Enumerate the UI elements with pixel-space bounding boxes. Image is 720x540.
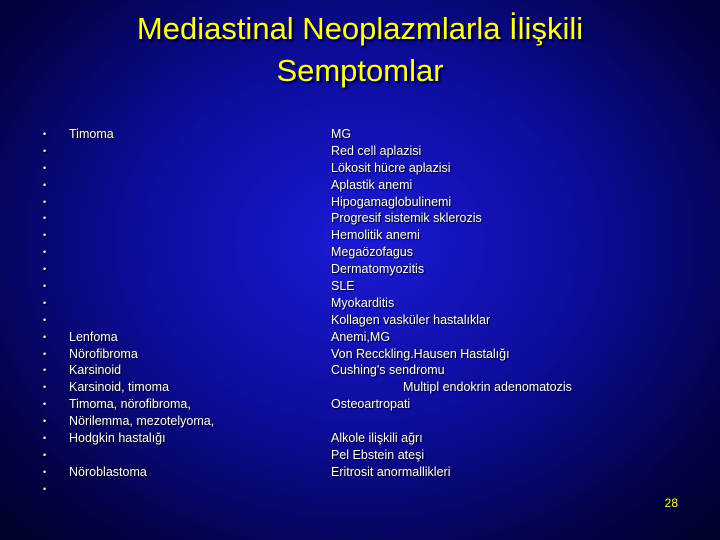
symptom-label: Multipl endokrin adenomatozis bbox=[403, 380, 572, 395]
slide-title bbox=[0, 8, 720, 92]
symptom-label: Eritrosit anormallikleri bbox=[331, 464, 451, 479]
neoplasm-label: Nörofibroma bbox=[69, 346, 138, 361]
neoplasm-label: Timoma bbox=[69, 127, 114, 141]
symptom-label: Progresif sistemik sklerozis bbox=[331, 211, 482, 226]
list-row bbox=[0, 396, 720, 413]
bullet-icon: • bbox=[43, 416, 47, 427]
symptom-label: Von Recckling.Hausen Hastalığı bbox=[331, 346, 510, 361]
list-row bbox=[0, 481, 720, 498]
list-row bbox=[0, 194, 720, 211]
bullet-icon: • bbox=[43, 179, 47, 190]
neoplasm-label: Karsinoid bbox=[69, 363, 122, 378]
list-row bbox=[0, 143, 720, 160]
symptom-label: Anemi,MG bbox=[331, 329, 391, 344]
list-row bbox=[0, 413, 720, 430]
symptom-label: Lökosit hücre aplazisi bbox=[331, 160, 451, 175]
list-row bbox=[0, 278, 720, 295]
symptom-label: Osteoartropati bbox=[331, 397, 411, 412]
list-row bbox=[0, 295, 720, 312]
list-row bbox=[0, 447, 720, 464]
neoplasm-label: Lenfoma bbox=[69, 329, 118, 344]
bullet-icon: • bbox=[43, 162, 47, 173]
neoplasm-label: Hodgkin hastalığı bbox=[69, 431, 166, 446]
bullet-icon: • bbox=[43, 331, 47, 342]
bullet-icon: • bbox=[43, 247, 47, 258]
list-row bbox=[0, 261, 720, 278]
bullet-icon: • bbox=[43, 213, 47, 224]
bullet-icon: • bbox=[43, 264, 47, 275]
bullet-list bbox=[0, 126, 720, 498]
bullet-icon: • bbox=[43, 466, 47, 477]
list-row bbox=[0, 227, 720, 244]
symptom-label: SLE bbox=[331, 279, 355, 294]
bullet-icon: • bbox=[43, 145, 47, 156]
bullet-icon: • bbox=[43, 433, 47, 444]
bullet-icon: • bbox=[43, 348, 47, 359]
symptom-label: Aplastik anemi bbox=[331, 177, 413, 192]
list-row bbox=[0, 160, 720, 177]
page-number: 28 bbox=[664, 496, 678, 510]
bullet-icon: • bbox=[43, 365, 47, 376]
neoplasm-label: Nöroblastoma bbox=[69, 464, 147, 479]
title-line-1: Mediastinal Neoplazmlarla İlişkili bbox=[136, 11, 584, 46]
list-row bbox=[0, 464, 720, 481]
symptom-label: Pel Ebstein ateşi bbox=[331, 447, 425, 462]
bullet-icon: • bbox=[43, 399, 47, 410]
bullet-icon: • bbox=[43, 196, 47, 207]
bullet-icon: • bbox=[43, 483, 47, 494]
neoplasm-label: Karsinoid, timoma bbox=[69, 380, 170, 395]
symptom-label: MG bbox=[331, 127, 352, 141]
symptom-label: Red cell aplazisi bbox=[331, 143, 422, 158]
symptom-label: Hipogamaglobulinemi bbox=[331, 194, 452, 209]
symptom-label: Dermatomyozitis bbox=[331, 262, 425, 277]
list-row bbox=[0, 430, 720, 447]
bullet-icon: • bbox=[43, 449, 47, 460]
symptom-label: Alkole ilişkili ağrı bbox=[331, 431, 423, 446]
list-row bbox=[0, 312, 720, 329]
bullet-icon: • bbox=[43, 314, 47, 325]
list-row bbox=[0, 346, 720, 363]
title-line-2: Semptomlar bbox=[276, 53, 444, 88]
symptom-label: Kollagen vasküler hastalıklar bbox=[331, 312, 491, 327]
bullet-icon: • bbox=[43, 129, 47, 139]
bullet-icon: • bbox=[43, 297, 47, 308]
list-row bbox=[0, 379, 720, 396]
list-row bbox=[0, 126, 720, 143]
symptom-label: Myokarditis bbox=[331, 295, 395, 310]
symptom-label: Cushing's sendromu bbox=[331, 363, 445, 378]
bullet-icon: • bbox=[43, 281, 47, 292]
list-row bbox=[0, 177, 720, 194]
symptom-label: Megaözofagus bbox=[331, 245, 414, 260]
list-row bbox=[0, 362, 720, 379]
bullet-icon: • bbox=[43, 230, 47, 241]
list-row bbox=[0, 329, 720, 346]
neoplasm-label: Timoma, nörofibroma, bbox=[69, 397, 191, 412]
symptom-label: Hemolitik anemi bbox=[331, 228, 420, 243]
neoplasm-label: Nörilemma, mezotelyoma, bbox=[69, 414, 215, 429]
list-row bbox=[0, 244, 720, 261]
bullet-icon: • bbox=[43, 382, 47, 393]
list-row bbox=[0, 210, 720, 227]
